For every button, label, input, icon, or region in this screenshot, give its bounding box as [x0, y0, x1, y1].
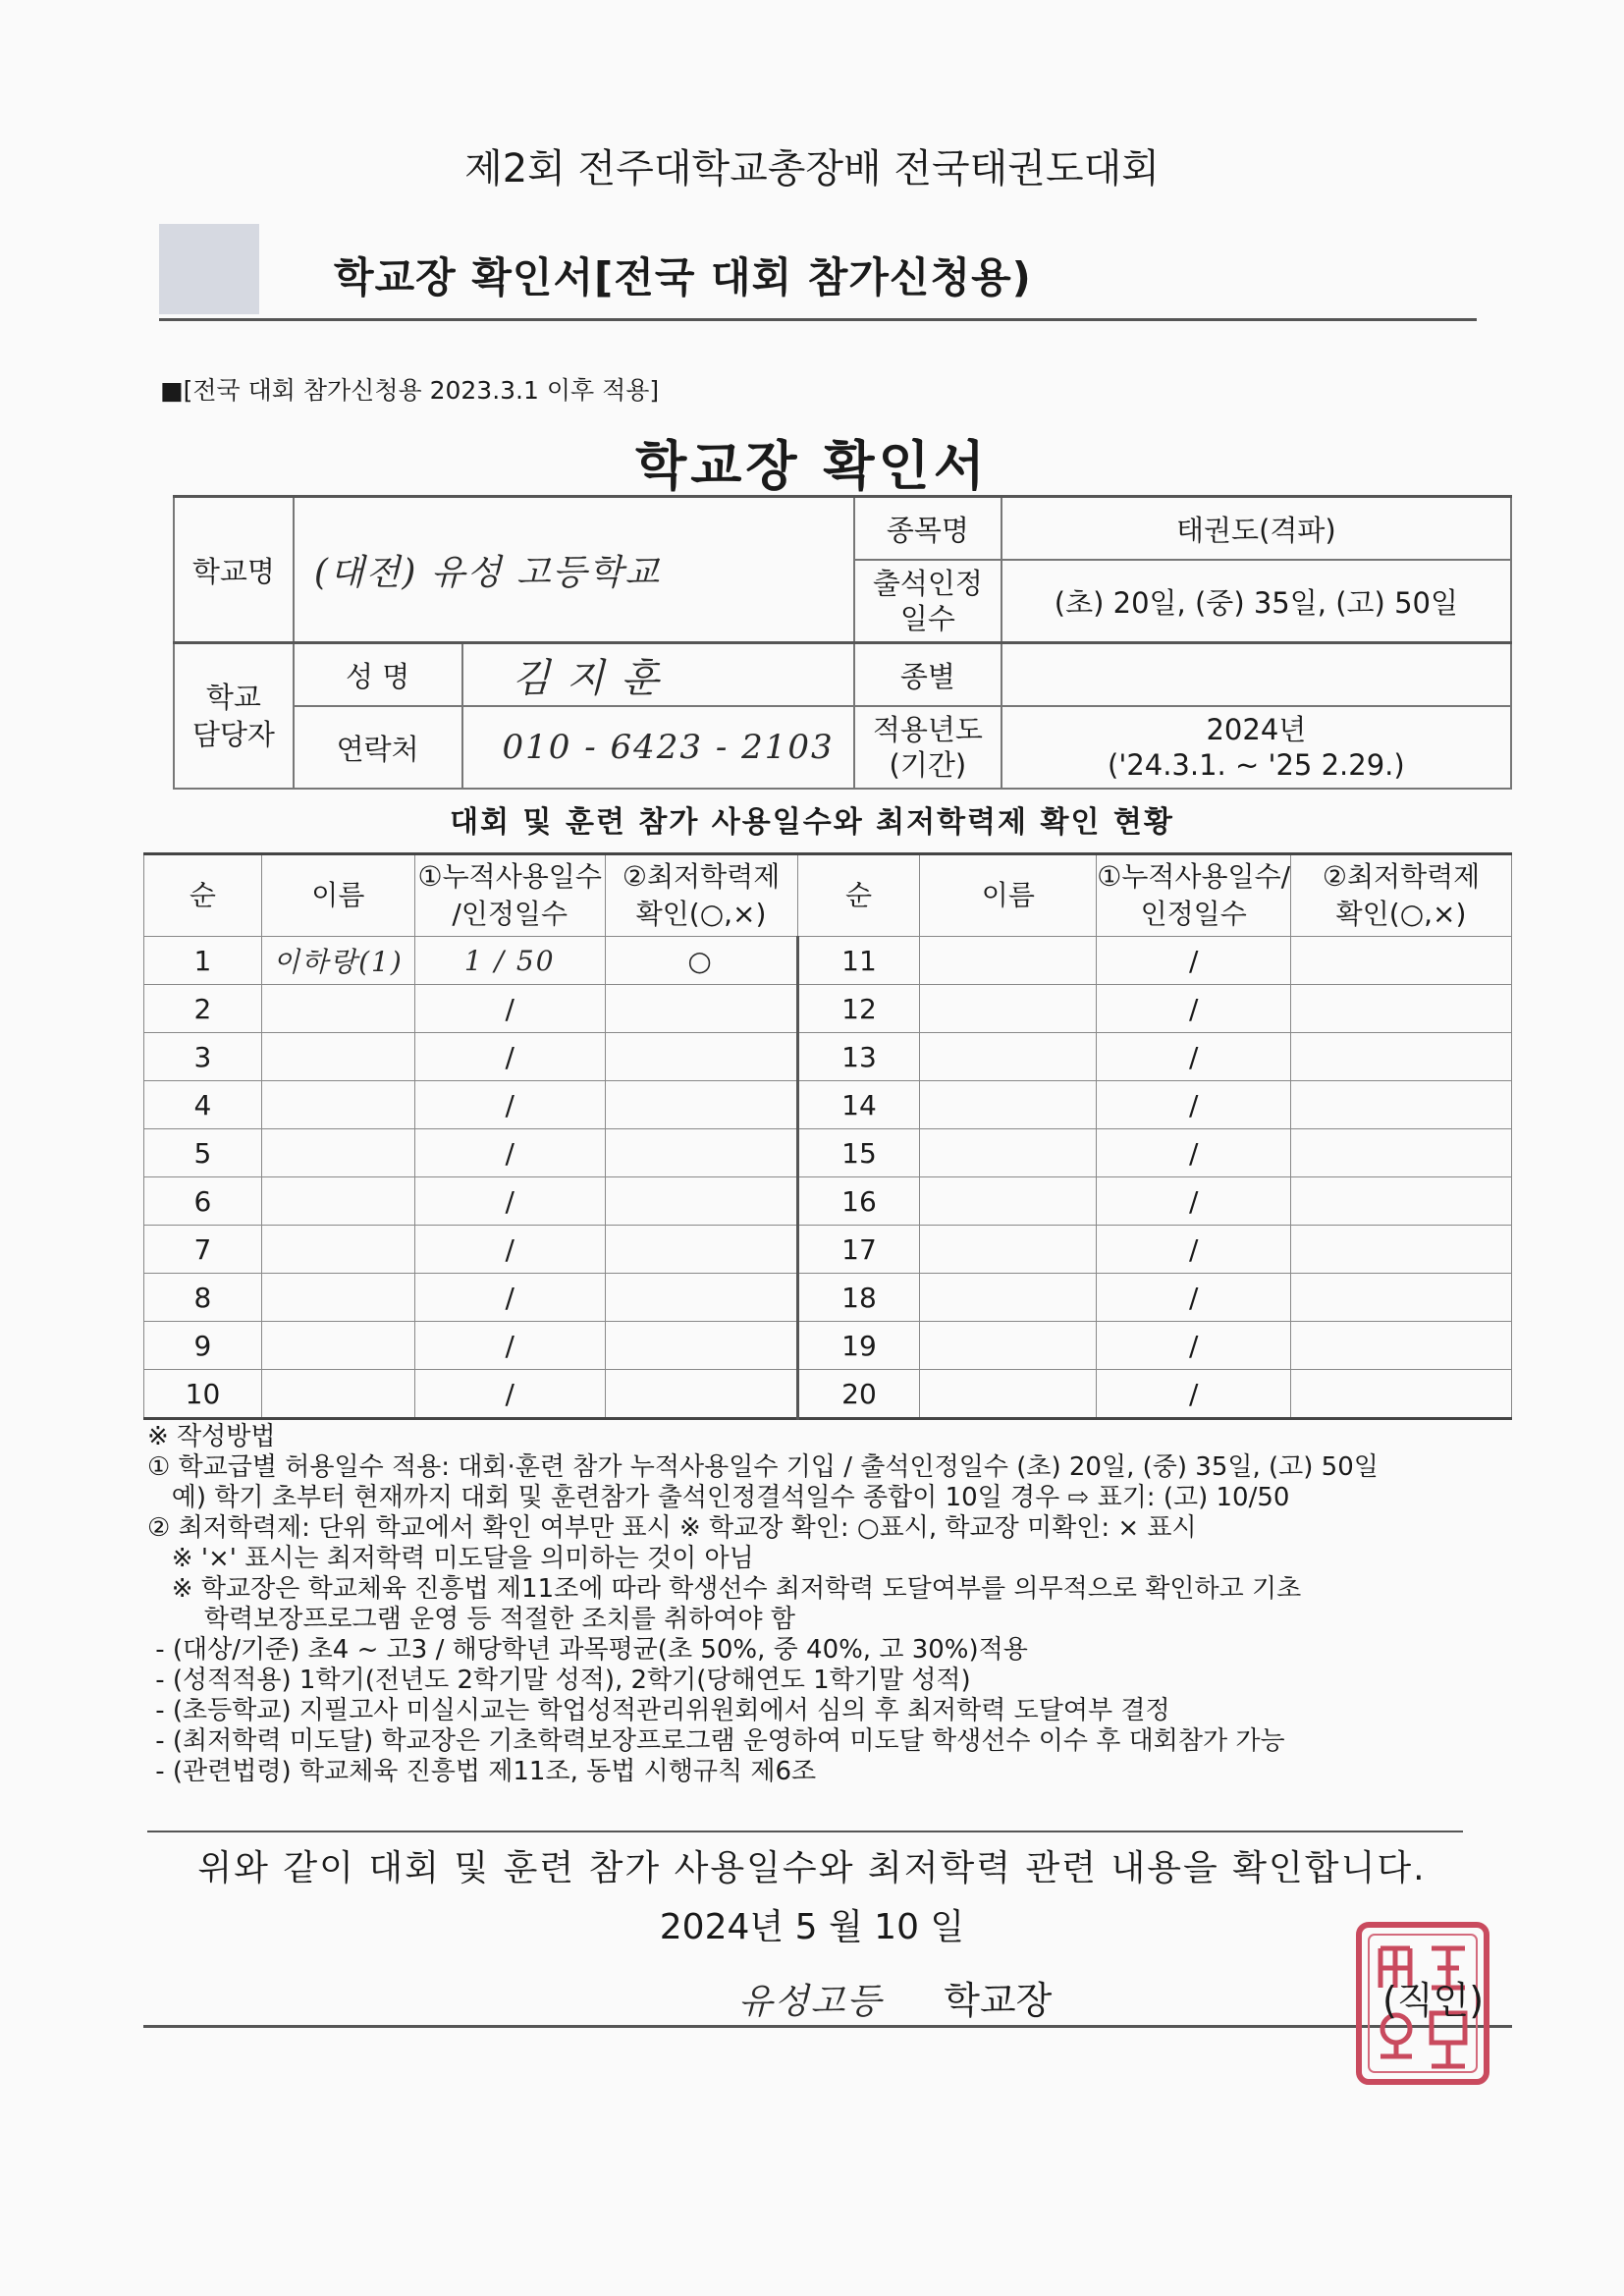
academic-check-right [1291, 1322, 1512, 1370]
student-name-left [261, 1177, 414, 1226]
student-name-left [261, 985, 414, 1033]
academic-check-right [1291, 1033, 1512, 1081]
bottom-divider [143, 2025, 1512, 2028]
instruction-line: ※ '×' 표시는 최저학력 미도달을 의미하는 것이 아님 [147, 1544, 754, 1573]
writing-instructions [147, 1422, 1522, 1787]
signature-line [738, 1970, 1052, 2024]
student-name-right [920, 1274, 1097, 1322]
days-used-left: / [414, 1129, 605, 1177]
instruction-line: - (성적적용) 1학기(전년도 2학기말 성적), 2학기(당해연도 1학기말 성적) [147, 1666, 971, 1695]
year-label: 적용년도 (기간) [854, 706, 1001, 789]
table-row [144, 1274, 1512, 1322]
row-number-left: 3 [144, 1033, 262, 1081]
contact-label: 연락처 [294, 706, 462, 789]
row-number-left: 10 [144, 1370, 262, 1419]
table-row [144, 937, 1512, 985]
student-name-left [261, 1274, 414, 1322]
student-name-left [261, 1129, 414, 1177]
instruction-line: 예) 학기 초부터 현재까지 대회 및 훈련참가 출석인정결석일수 종합이 10일 경우 ⇨ 표기: (고) 10/50 [147, 1483, 1290, 1512]
row-number-left: 7 [144, 1226, 262, 1274]
table-row [144, 1033, 1512, 1081]
academic-check-right [1291, 937, 1512, 985]
row-number-left: 6 [144, 1177, 262, 1226]
row-number-right: 12 [797, 985, 920, 1033]
banner-title: 학교장 확인서[전국 대회 참가신청용) [334, 253, 1032, 301]
days-used-right: / [1097, 1033, 1291, 1081]
student-name-right [920, 1226, 1097, 1274]
table-row [144, 1177, 1512, 1226]
instruction-line: - (최저학력 미도달) 학교장은 기초학력보장프로그램 운영하여 미도달 학생선수 이수 후 대회참가 가능 [147, 1726, 1285, 1756]
participation-table [143, 852, 1512, 1420]
academic-check-right [1291, 1129, 1512, 1177]
header-days-right: ①누적사용일수/ 인정일수 [1097, 854, 1291, 937]
days-used-left: / [414, 1274, 605, 1322]
school-value: (대전) 유성 고등학교 [294, 497, 854, 643]
student-name-right [920, 1322, 1097, 1370]
table-row [144, 985, 1512, 1033]
days-used-right: / [1097, 1226, 1291, 1274]
days-used-right: / [1097, 1322, 1291, 1370]
student-name-left [261, 1226, 414, 1274]
student-name-left [261, 1370, 414, 1419]
academic-check-left: ○ [605, 937, 797, 985]
days-used-left: / [414, 1226, 605, 1274]
student-name-right [920, 1129, 1097, 1177]
row-number-left: 2 [144, 985, 262, 1033]
year-value: 2024년 ('24.3.1. ~ '25 2.29.) [1001, 706, 1511, 789]
attendance-label: 출석인정 일수 [854, 560, 1001, 643]
contact-value: 010 - 6423 - 2103 [462, 706, 854, 789]
category-label: 종별 [854, 643, 1001, 707]
academic-check-right [1291, 1081, 1512, 1129]
row-number-left: 4 [144, 1081, 262, 1129]
header-no-right: 순 [797, 854, 920, 937]
school-label: 학교명 [174, 497, 294, 643]
banner-marker [159, 224, 259, 314]
status-title: 대회 및 훈련 참가 사용일수와 최저학력제 확인 현황 [450, 805, 1174, 840]
divider [147, 1831, 1463, 1832]
header-check-left: ②최저학력제 확인(○,×) [605, 854, 797, 937]
academic-check-left [605, 1081, 797, 1129]
document-title: 학교장 확인서 [635, 435, 989, 497]
instruction-line: - (대상/기준) 초4 ~ 고3 / 해당학년 과목평균(초 50%, 중 40%, 고 30%)적용 [147, 1635, 1028, 1665]
header-days-left: ①누적사용일수 /인정일수 [414, 854, 605, 937]
name-label: 성 명 [294, 643, 462, 707]
student-name-right [920, 937, 1097, 985]
row-number-left: 1 [144, 937, 262, 985]
manager-label: 학교 담당자 [174, 643, 294, 790]
form-banner [159, 224, 1477, 321]
seal-mark: (직인) [1382, 1979, 1485, 2022]
days-used-right: / [1097, 1370, 1291, 1419]
row-number-right: 14 [797, 1081, 920, 1129]
signature-school: 유성고등 [738, 1982, 884, 2022]
days-used-left: / [414, 1370, 605, 1419]
instruction-line: - (초등학교) 지필고사 미실시교는 학업성적관리위원회에서 심의 후 최저학력 도달여부 결정 [147, 1696, 1170, 1725]
table-row [144, 1226, 1512, 1274]
student-name-left [261, 1322, 414, 1370]
instruction-line: ※ 학교장은 학교체육 진흥법 제11조에 따라 학생선수 최저학력 도달여부를 의무적으로 확인하고 기초 [147, 1574, 1302, 1604]
days-used-right: / [1097, 1177, 1291, 1226]
info-table [173, 495, 1512, 790]
table-row [144, 1370, 1512, 1419]
student-name-left: 이하랑(1) [261, 937, 414, 985]
event-title: 제2회 전주대학교총장배 전국태권도대회 [464, 146, 1160, 191]
instruction-line: ※ 작성방법 [147, 1422, 276, 1451]
student-name-right [920, 1033, 1097, 1081]
table-row [144, 1129, 1512, 1177]
row-number-right: 20 [797, 1370, 920, 1419]
academic-check-left [605, 985, 797, 1033]
row-number-right: 13 [797, 1033, 920, 1081]
row-number-left: 9 [144, 1322, 262, 1370]
student-name-right [920, 1177, 1097, 1226]
table-row [144, 1081, 1512, 1129]
instruction-line: ① 학교급별 허용일수 적용: 대회·훈련 참가 누적사용일수 기입 / 출석인정일수 (초) 20일, (중) 35일, (고) 50일 [147, 1452, 1379, 1482]
category-value [1001, 643, 1511, 707]
days-used-left: 1 / 50 [414, 937, 605, 985]
academic-check-right [1291, 1177, 1512, 1226]
academic-check-right [1291, 1226, 1512, 1274]
student-name-left [261, 1033, 414, 1081]
header-check-right: ②최저학력제 확인(○,×) [1291, 854, 1512, 937]
academic-check-left [605, 1274, 797, 1322]
student-name-right [920, 985, 1097, 1033]
student-name-right [920, 1370, 1097, 1419]
academic-check-left [605, 1129, 797, 1177]
confirm-statement: 위와 같이 대회 및 훈련 참가 사용일수와 최저학력 관련 내용을 확인합니다. [197, 1848, 1427, 1888]
instruction-line: ② 최저학력제: 단위 학교에서 확인 여부만 표시 ※ 학교장 확인: ○표시, 학교장 미확인: × 표시 [147, 1513, 1197, 1543]
academic-check-right [1291, 1274, 1512, 1322]
form-note: ■[전국 대회 참가신청용 2023.3.1 이후 적용] [160, 376, 660, 405]
attendance-value: (초) 20일, (중) 35일, (고) 50일 [1001, 560, 1511, 643]
student-name-right [920, 1081, 1097, 1129]
instruction-line: - (관련법령) 학교체육 진흥법 제11조, 동법 시행규칙 제6조 [147, 1757, 817, 1786]
sport-value: 태권도(격파) [1001, 497, 1511, 561]
days-used-left: / [414, 1033, 605, 1081]
days-used-left: / [414, 1177, 605, 1226]
days-used-left: / [414, 1322, 605, 1370]
row-number-right: 15 [797, 1129, 920, 1177]
row-number-right: 16 [797, 1177, 920, 1226]
header-name-right: 이름 [920, 854, 1097, 937]
row-number-right: 19 [797, 1322, 920, 1370]
row-number-right: 17 [797, 1226, 920, 1274]
row-number-right: 18 [797, 1274, 920, 1322]
row-number-left: 8 [144, 1274, 262, 1322]
days-used-right: / [1097, 985, 1291, 1033]
name-value: 김 지 훈 [462, 643, 854, 707]
days-used-right: / [1097, 1274, 1291, 1322]
student-name-left [261, 1081, 414, 1129]
academic-check-left [605, 1226, 797, 1274]
sport-label: 종목명 [854, 497, 1001, 561]
academic-check-left [605, 1177, 797, 1226]
instruction-line: 학력보장프로그램 운영 등 적절한 조치를 취하여야 함 [147, 1605, 795, 1634]
row-number-right: 11 [797, 937, 920, 985]
academic-check-right [1291, 1370, 1512, 1419]
signature-title: 학교장 [944, 1979, 1053, 2022]
days-used-right: / [1097, 1081, 1291, 1129]
row-number-left: 5 [144, 1129, 262, 1177]
days-used-left: / [414, 985, 605, 1033]
academic-check-left [605, 1322, 797, 1370]
header-name-left: 이름 [261, 854, 414, 937]
days-used-right: / [1097, 1129, 1291, 1177]
academic-check-right [1291, 985, 1512, 1033]
academic-check-left [605, 1370, 797, 1419]
days-used-right: / [1097, 937, 1291, 985]
academic-check-left [605, 1033, 797, 1081]
table-row [144, 1322, 1512, 1370]
header-no-left: 순 [144, 854, 262, 937]
days-used-left: / [414, 1081, 605, 1129]
issue-date: 2024년 5 월 10 일 [659, 1907, 965, 1947]
